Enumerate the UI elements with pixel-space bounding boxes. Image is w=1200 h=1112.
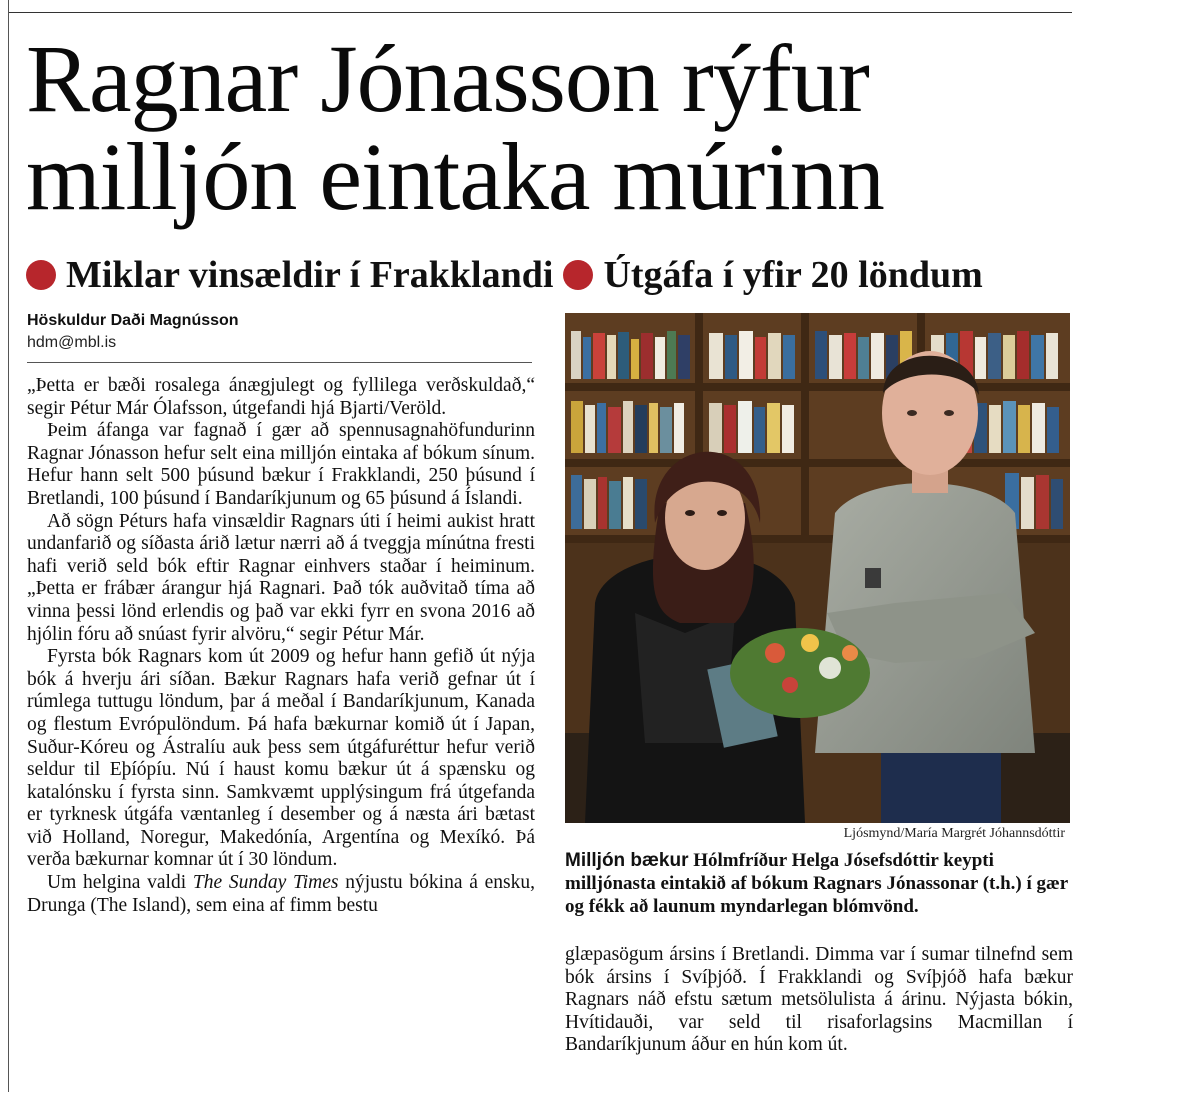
- headline: [26, 25, 1066, 230]
- article-paragraph-1: „Þetta er bæði rosalega ánægjulegt og fyllilega verðskuldað,“ segir Pétur Már Ólafsson, útgefandi hjá Bjarti/Veröld.: [27, 375, 535, 419]
- headline-line-1: Ragnar Jónasson rýfur: [26, 25, 869, 132]
- article-paragraph-3: Að sögn Péturs hafa vinsældir Ragnars úti í heimi aukist hratt undanfarið og síðasta árið lætur nærri að á tveggja mínútna fresti hafi verið seld bók eftir Ragnar einhvers staðar í heiminum. „Þetta er frábær árangur hjá Ragnari. Það tók auðvitað tíma að vinna þessi lönd erlendis og það var ekki fyrr en svona 2016 að hjólin fóru að snúast fyrir alvöru,“ segir Pétur Már.: [27, 510, 535, 645]
- article-paragraph-5: [27, 872, 535, 917]
- byline-author: Höskuldur Daði Magnússon: [27, 312, 239, 329]
- article-paragraph-4: Fyrsta bók Ragnars kom út 2009 og hefur hann gefið út nýja bók á hverju ári síðan. Bækur Ragnars hafa verið gefnar út í rúmlega tuttugu löndum, þar á meðal í Bandaríkjunum, Kanada og flestum Evrópulöndum. Þá hafa bækurnar komið út í Japan, Suður-Kóreu og Ástralíu auk þess sem útgáfuréttur hefur verið seldur til Eþíópíu. Nú í haust komu bækur út á spænsku og katalónsku í fyrsta sinn. Samkvæmt upplýsingum frá útgefanda er tyrknesk útgáfa væntanleg í desember og á næsta ári bætast við Holland, Noregur, Makedónía, Argentína og Mexíkó. Þá verða bækurnar komnar út í 30 löndum.: [27, 646, 535, 871]
- article-paragraph-2: Þeim áfanga var fagnað í gær að spennusagnahöfundurinn Ragnar Jónasson hefur selt eina milljón eintaka af bókum sínum. Hefur hann selt 500 þúsund bækur í Frakklandi, 250 þúsund í Bretlandi, 100 þúsund í Bandaríkjunum og 65 þúsund á Íslandi.: [27, 420, 535, 509]
- paragraph-5-start: Um helgina valdi: [47, 872, 193, 894]
- subheadline-item-2: Útgáfa í yfir 20 löndum: [603, 254, 983, 296]
- byline-email: hdm@mbl.is: [27, 334, 117, 351]
- left-rule: [8, 0, 9, 1092]
- red-bullet-icon: [26, 260, 56, 290]
- caption-text: Hólmfríður Helga Jósefsdóttir keypti milljónasta eintakið af bókum Ragnars Jónassonar (t.h.) í gær og fékk að launum myndarlegan blómvönd.: [565, 850, 1068, 917]
- article-column-right: [565, 944, 1073, 1057]
- caption-lead: Milljón bækur: [565, 850, 689, 871]
- newspaper-title: The Sunday Times: [192, 872, 339, 894]
- article-column-left: [27, 375, 535, 917]
- photo-caption: [565, 849, 1073, 918]
- flower-bouquet: [730, 628, 870, 718]
- top-rule: [8, 12, 1072, 13]
- photo-credit: Ljósmynd/María Margrét Jóhannsdóttir: [843, 826, 1065, 841]
- paragraph-5-end: nýjustu bókina á ensku, Drunga (The Island), sem eina af fimm bestu: [27, 872, 535, 916]
- subheadline: [26, 252, 1086, 298]
- article-photo: [565, 313, 1070, 823]
- headline-line-2: milljón eintaka múrinn: [26, 123, 884, 230]
- byline-divider: [27, 362, 532, 363]
- bookstore-photo: [565, 313, 1070, 823]
- red-bullet-icon: [563, 260, 593, 290]
- article-paragraph-6: glæpasögum ársins í Bretlandi. Dimma var í sumar tilnefnd sem bók ársins í Svíþjóð. Í Frakklandi og Svíþjóð hafa bækur Ragnars náð efstu sætum metsölulista á árinu. Nýjasta bókin, Hvítidauði, var seld til risaforlagsins Macmillan í Bandaríkjunum áður en hún kom út.: [565, 944, 1073, 1056]
- subheadline-item-1: Miklar vinsældir í Frakklandi: [66, 254, 554, 296]
